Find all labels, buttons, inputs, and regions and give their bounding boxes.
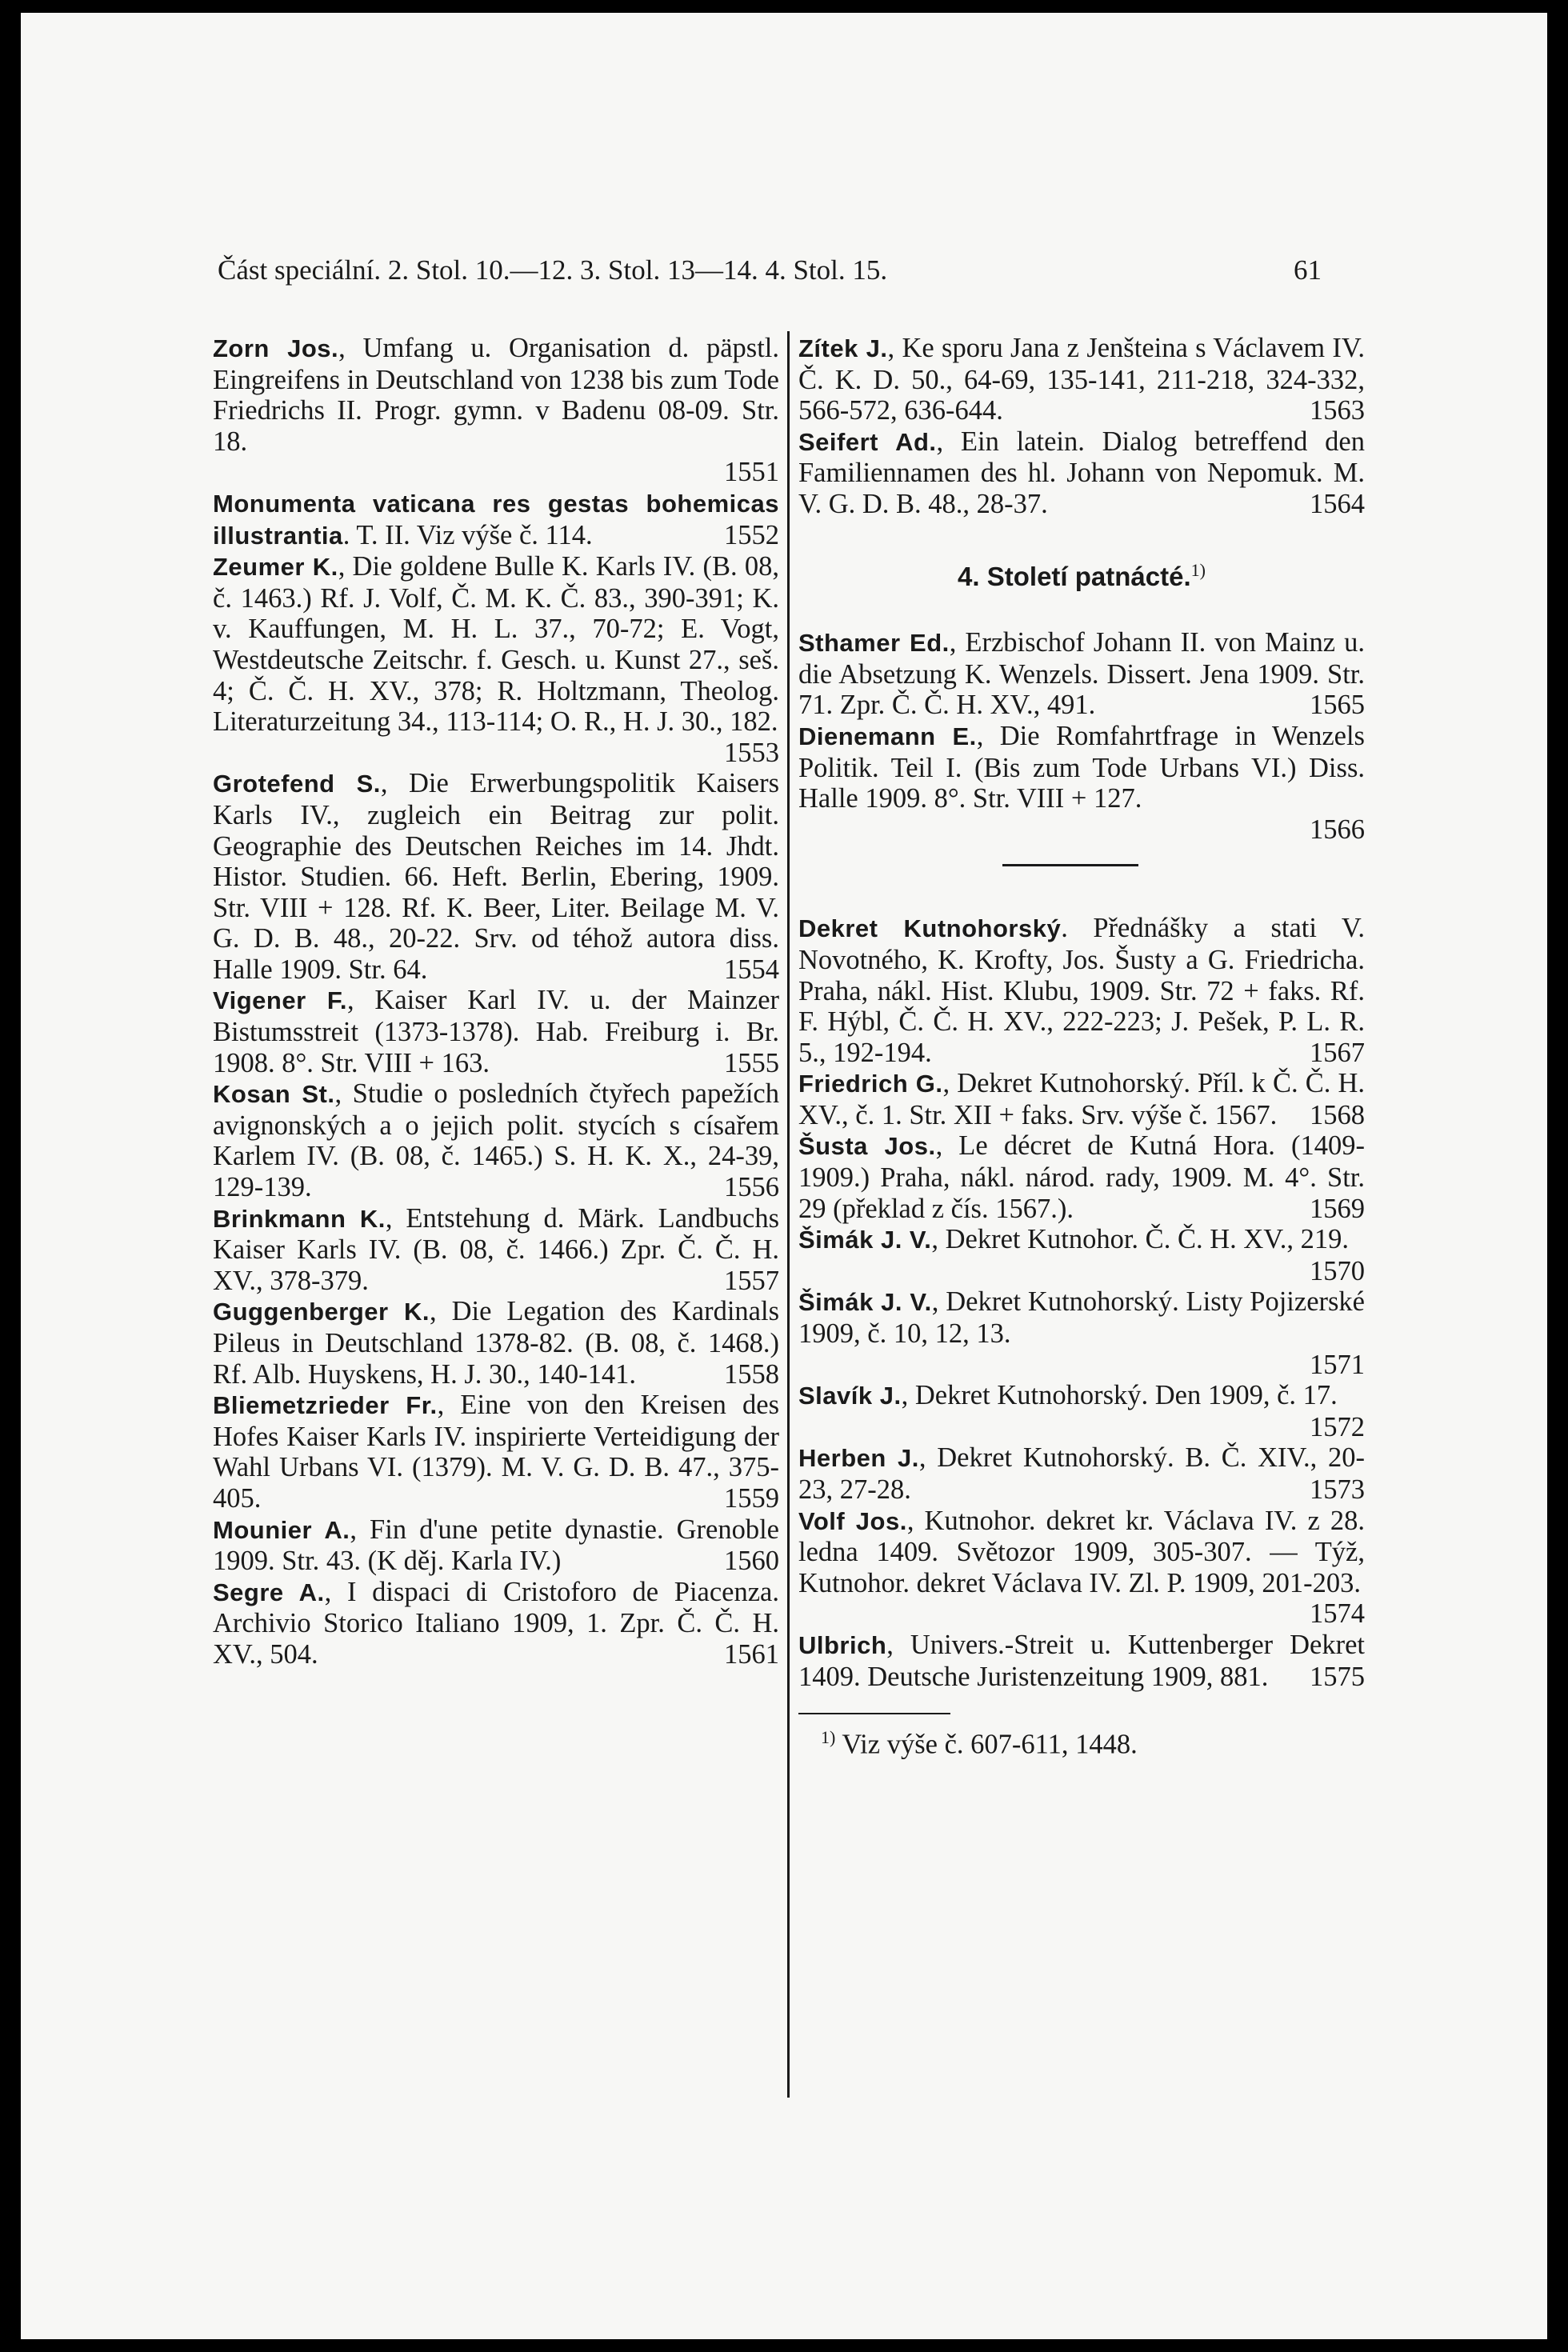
entry-author: Sthamer Ed. <box>798 629 950 658</box>
entry-number: 1572 <box>1310 1411 1365 1442</box>
entry-number: 1556 <box>724 1172 779 1203</box>
entry-number: 1568 <box>1310 1099 1365 1130</box>
bibliography-entry <box>213 1577 779 1670</box>
footnote-text: Viz výše č. 607-611, 1448. <box>842 1729 1138 1760</box>
entry-number: 1560 <box>724 1546 779 1577</box>
entry-text: , Die goldene Bulle K. Karls IV. (B. 08, č. 1463.) Rf. J. Volf, Č. M. K. Č. 83., 390-391; K. v. Kauffungen, M. H. L. 37., 70-72; E. Vogt, Westdeutsche Zeitschr. f. Gesch. u. Kunst 27., seš. 4; Č. Č. H. XV., 378; R. Holtzmann, Theolog. Literaturzeitung 34., 113-114; O. R., H. J. 30., 182. <box>213 551 779 738</box>
bibliography-entry <box>213 1296 779 1390</box>
entry-number: 1565 <box>1310 690 1365 721</box>
entry-text: , Erzbischof Johann II. von Mainz u. die Absetzung K. Wenzels. Dissert. Jena 1909. Str. 71. Zpr. Č. Č. H. XV., 491. <box>798 627 1366 721</box>
entry-author: Brinkmann K. <box>213 1204 386 1233</box>
entry-number: 1573 <box>1310 1474 1365 1505</box>
bibliography-entry <box>213 768 779 985</box>
entry-text: , Le décret de Kutná Hora. (1409-1909.) Praha, nákl. národ. rady, 1909. M. 4°. Str. 29 (překlad z čís. 1567.). <box>798 1130 1366 1224</box>
bibliography-entry <box>213 551 779 768</box>
entry-number: 1557 <box>724 1265 779 1296</box>
entry-text: , Dekret Kutnohorský. Příl. k Č. Č. H. XV., č. 1. Str. XII + faks. Srv. výše č. 1567. <box>798 1068 1365 1130</box>
entry-number: 1569 <box>1310 1193 1365 1224</box>
book-page <box>21 13 1547 2339</box>
entry-text: , Eine von den Kreisen des Hofes Kaiser Karls IV. inspirierte Verteidigung der Wahl Urbans VI. (1379). M. V. G. D. B. 47., 375-405. <box>213 1390 779 1514</box>
entry-number: 1561 <box>724 1638 779 1670</box>
entry-author: Ulbrich <box>798 1630 887 1659</box>
bibliography-entry <box>798 1286 1365 1380</box>
bibliography-entry <box>798 913 1365 1068</box>
entry-number: 1575 <box>1310 1661 1365 1692</box>
bibliography-entry <box>213 1514 779 1577</box>
bibliography-entry <box>798 333 1365 426</box>
entry-number: 1570 <box>1310 1255 1365 1286</box>
bibliography-entry <box>213 1203 779 1297</box>
entry-author: Dienemann E. <box>798 722 977 750</box>
column-divider <box>787 331 790 2098</box>
entry-author: Slavík J. <box>798 1382 902 1410</box>
bibliography-entry <box>798 1506 1365 1630</box>
entry-author: Friedrich G. <box>798 1070 943 1098</box>
entry-text: . Přednášky a stati V. Novotného, K. Krofty, Jos. Šusty a G. Friedricha. Praha, nákl. Hist. Klubu, 1909. Str. 72 + faks. Rf. F. Hýbl, Č. Č. H. XV., 222-223; J. Pešek, P. L. R. 5., 192-194. <box>798 913 1365 1068</box>
entry-number: 1564 <box>1310 488 1365 519</box>
entry-text: , Kaiser Karl IV. u. der Mainzer Bistumsstreit (1373-1378). Hab. Freiburg i. Br. 1908. 8°. Str. VIII + 163. <box>213 985 779 1078</box>
entry-number: 1551 <box>724 457 779 488</box>
entry-author: Bliemetzrieder Fr. <box>213 1391 438 1420</box>
entry-number: 1552 <box>724 519 779 550</box>
entry-author: Kosan St. <box>213 1080 335 1109</box>
header-title: Část speciální. 2. Stol. 10.—12. 3. Stol. 13—14. 4. Stol. 15. <box>218 254 888 286</box>
entry-author: Monumenta vaticana res gestas bohemicas illustrantia <box>213 489 779 550</box>
entry-text: , Dekret Kutnohorský. Den 1909, č. 17. <box>901 1380 1338 1411</box>
bibliography-entry <box>798 1380 1365 1442</box>
entry-author: Zeumer K. <box>213 553 338 582</box>
bibliography-entry <box>798 1442 1365 1505</box>
left-column <box>213 333 779 1670</box>
bibliography-entry <box>798 1630 1365 1692</box>
entry-number: 1558 <box>724 1358 779 1390</box>
entry-text: , Kutnohor. dekret kr. Václava IV. z 28. ledna 1409. Světozor 1909, 305-307. — Týž, Kutnohor. dekret Václava IV. Zl. P. 1909, 201-203. <box>798 1505 1365 1598</box>
bibliography-entry <box>798 1224 1365 1286</box>
entry-text: , Dekret Kutnohor. Č. Č. H. XV., 219. <box>931 1224 1350 1255</box>
bibliography-entry <box>213 488 779 551</box>
entry-text: . T. II. Viz výše č. 114. <box>342 519 593 550</box>
entry-text: , Studie o posledních čtyřech papežích avignonských a o jejich polit. stycích s císařem Karlem IV. (B. 08, č. 1465.) S. H. K. X., 24-39, 129-139. <box>213 1078 779 1203</box>
entry-author: Segre A. <box>213 1578 325 1606</box>
entry-text: , Dekret Kutnohorský. Listy Pojizerské 1909, č. 10, 12, 13. <box>798 1286 1365 1350</box>
bibliography-entry <box>213 985 779 1078</box>
entry-author: Volf Jos. <box>798 1506 907 1535</box>
entry-author: Zorn Jos. <box>213 334 339 362</box>
entry-number: 1567 <box>1310 1037 1365 1068</box>
entry-author: Šimák J. V. <box>798 1288 932 1317</box>
bibliography-entry <box>213 333 779 488</box>
entry-author: Vigener F. <box>213 986 348 1015</box>
entry-text: , Ke sporu Jana z Jenšteina s Václavem IV. Č. K. D. 50., 64-69, 135-141, 211-218, 324-332, 566-572, 636-644. <box>798 333 1365 426</box>
entry-author: Grotefend S. <box>213 770 381 798</box>
right-column <box>798 333 1365 1760</box>
bibliography-entry <box>213 1390 779 1514</box>
entry-text: , Univers.-Streit u. Kuttenberger Dekret 1409. Deutsche Juristenzeitung 1909, 881. <box>798 1629 1365 1692</box>
entry-author: Zítek J. <box>798 334 888 362</box>
entry-text: , Die Erwerbungspolitik Kaisers Karls IV., zugleich ein Beitrag zur polit. Geographie des Deutschen Reiches im 14. Jhdt. Histor. Studien. 66. Heft. Berlin, Ebering, 1909. Str. VIII + 128. Rf. K. Beer, Liter. Beilage M. V. G. D. B. 48., 20-22. Srv. od téhož autora diss. Halle 1909. Str. 64. <box>213 768 780 985</box>
entry-number: 1563 <box>1310 395 1365 426</box>
entry-author: Guggenberger K. <box>213 1298 430 1326</box>
footnote-rule <box>798 1713 950 1714</box>
entry-text: , I dispaci di Cristoforo de Piacenza. Archivio Storico Italiano 1909, 1. Zpr. Č. Č. H. XV., 504. <box>213 1576 779 1670</box>
footnote <box>821 1722 1365 1760</box>
entry-author: Seifert Ad. <box>798 427 937 456</box>
section-heading <box>798 555 1365 593</box>
entry-text: , Fin d'une petite dynastie. Grenoble 1909. Str. 43. (K děj. Karla IV.) <box>213 1514 779 1577</box>
entry-author: Šimák J. V. <box>798 1226 932 1254</box>
section-footnote-mark: 1) <box>1190 559 1206 580</box>
bibliography-entry <box>213 1078 779 1202</box>
entry-number: 1559 <box>724 1482 779 1514</box>
bibliography-entry <box>798 1130 1365 1224</box>
entry-author: Dekret Kutnohorský <box>798 914 1062 943</box>
entry-number: 1566 <box>1310 814 1365 845</box>
entry-text: , Ein latein. Dialog betreffend den Familiennamen des hl. Johann von Nepomuk. M. V. G. D. B. 48., 28-37. <box>798 426 1365 519</box>
page-number: 61 <box>1294 254 1322 286</box>
entry-text: , Dekret Kutnohorský. B. Č. XIV., 20-23, 27-28. <box>798 1442 1365 1505</box>
footnote-mark: 1) <box>821 1727 836 1748</box>
bibliography-entry <box>798 426 1365 520</box>
entry-number: 1574 <box>1310 1598 1365 1630</box>
entry-author: Šusta Jos. <box>798 1132 936 1161</box>
running-header <box>218 254 1322 286</box>
entry-text: , Die Romfahrtfrage in Wenzels Politik. Teil I. (Bis zum Tode Urbans VI.) Diss. Halle 1909. 8°. Str. VIII + 127. <box>798 720 1365 814</box>
entry-author: Herben J. <box>798 1444 919 1473</box>
entry-number: 1571 <box>1310 1349 1365 1380</box>
entry-number: 1554 <box>724 954 779 985</box>
bibliography-entry <box>798 627 1365 721</box>
entry-number: 1553 <box>724 737 779 768</box>
entry-text: , Entstehung d. Märk. Landbuchs Kaiser Karls IV. (B. 08, č. 1466.) Zpr. Č. Č. H. XV., 378-379. <box>213 1202 780 1296</box>
bibliography-entry <box>798 1068 1365 1130</box>
entry-text: , Die Legation des Kardinals Pileus in Deutschland 1378-82. (B. 08, č. 1468.) Rf. Alb. Huyskens, H. J. 30., 140-141. <box>213 1296 780 1390</box>
entry-author: Mounier A. <box>213 1515 350 1544</box>
bibliography-entry <box>798 721 1365 845</box>
section-title: 4. Století patnácté. <box>958 561 1191 591</box>
section-separator <box>1002 864 1138 866</box>
entry-text: , Umfang u. Organisation d. päpstl. Eingreifens in Deutschland von 1238 bis zum Tode Friedrichs II. Progr. gymn. v Badenu 08-09. Str. 18. <box>213 333 779 457</box>
entry-number: 1555 <box>724 1047 779 1078</box>
